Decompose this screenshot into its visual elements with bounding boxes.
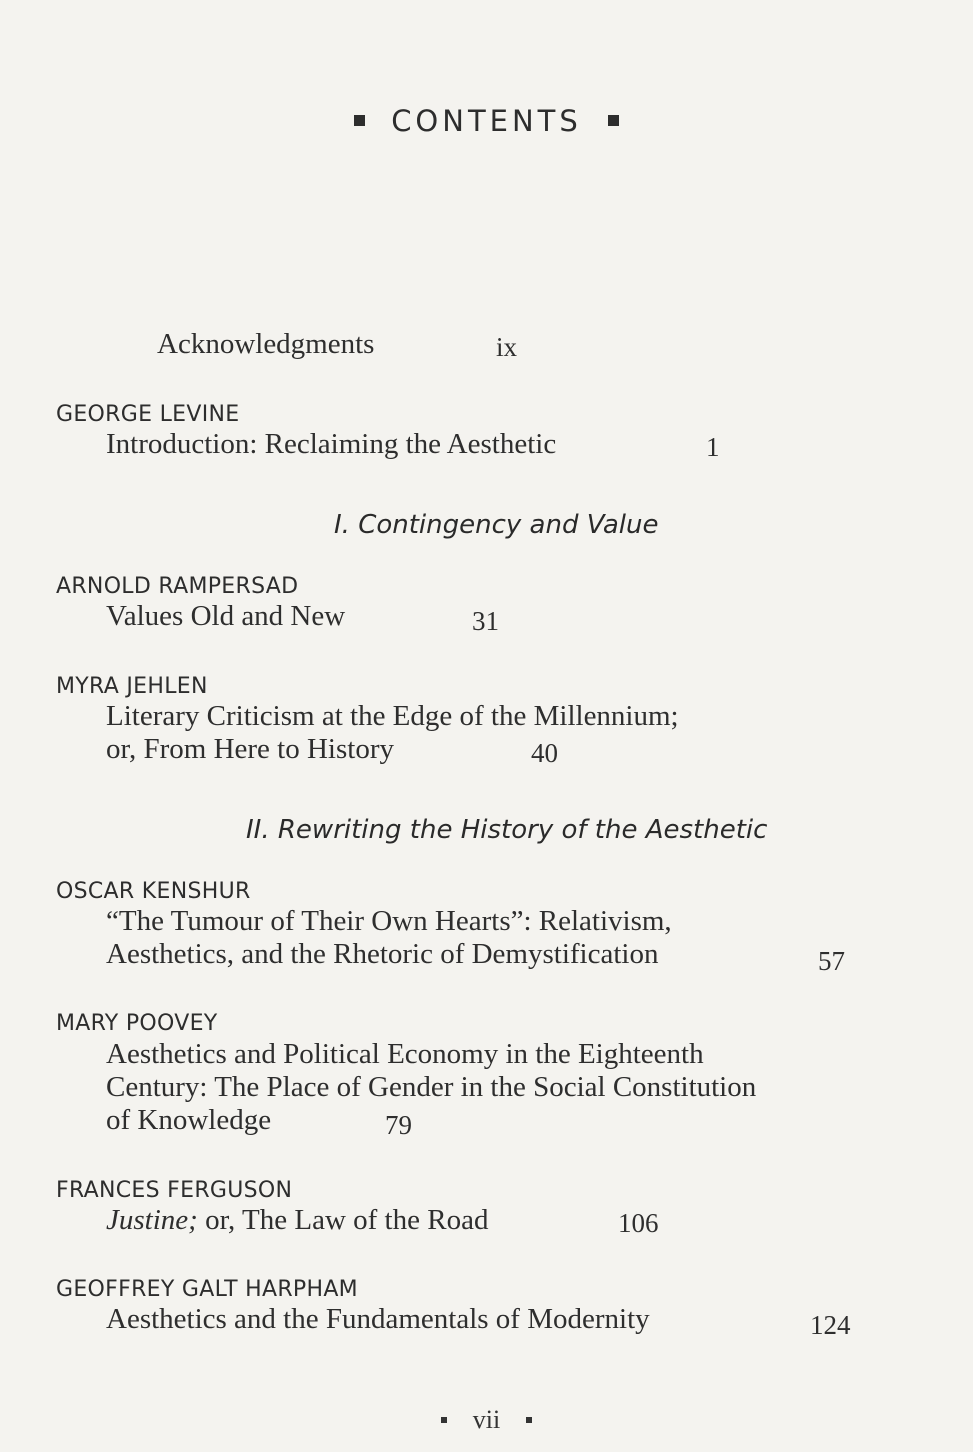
entry-author: ARNOLD RAMPERSAD <box>56 574 299 599</box>
entry-title: Century: The Place of Gender in the Social Constitution <box>106 1071 757 1103</box>
entry-author: OSCAR KENSHUR <box>56 879 251 904</box>
page-title <box>0 104 973 138</box>
square-bullet-icon <box>441 1417 447 1423</box>
front-matter-label: Acknowledgments <box>157 328 375 360</box>
square-bullet-icon <box>526 1417 532 1423</box>
entry-page: 1 <box>706 432 720 462</box>
entry-title: or, From Here to History <box>106 733 394 765</box>
entry-page: 106 <box>618 1208 659 1238</box>
page-number-text: vii <box>472 1405 501 1434</box>
entry-title: of Knowledge <box>106 1104 272 1136</box>
section-heading: I. Contingency and Value <box>334 510 659 540</box>
entry-title: Aesthetics and Political Economy in the Eighteenth <box>106 1038 704 1070</box>
entry-title: Aesthetics, and the Rhetoric of Demystification <box>106 938 659 970</box>
page-title-text: CONTENTS <box>391 104 582 138</box>
square-bullet-icon <box>608 115 619 126</box>
entry-title: Aesthetics and the Fundamentals of Modernity <box>106 1303 650 1335</box>
page-number <box>0 1405 973 1435</box>
front-matter-page: ix <box>496 332 518 362</box>
entry-page: 79 <box>385 1110 412 1140</box>
entry-title-rest: or, The Law of the Road <box>197 1204 489 1236</box>
entry-title: Introduction: Reclaiming the Aesthetic <box>106 428 557 460</box>
entry-title: Literary Criticism at the Edge of the Millennium; <box>106 700 679 732</box>
entry-author: GEOFFREY GALT HARPHAM <box>56 1277 358 1302</box>
square-bullet-icon <box>354 115 365 126</box>
entry-page: 124 <box>810 1310 851 1340</box>
entry-title: “The Tumour of Their Own Hearts”: Relativism, <box>106 905 672 937</box>
entry-author: FRANCES FERGUSON <box>56 1178 293 1203</box>
entry-page: 40 <box>531 738 558 768</box>
entry-author: GEORGE LEVINE <box>56 402 240 427</box>
entry-title-italic: Justine; <box>106 1204 198 1236</box>
entry-title <box>106 1204 488 1237</box>
entry-page: 57 <box>818 946 845 976</box>
entry-author: MYRA JEHLEN <box>56 674 208 699</box>
entry-title: Values Old and New <box>106 600 346 632</box>
entry-author: MARY POOVEY <box>56 1011 218 1036</box>
entry-page: 31 <box>472 606 499 636</box>
section-heading: II. Rewriting the History of the Aesthetic <box>246 815 768 845</box>
